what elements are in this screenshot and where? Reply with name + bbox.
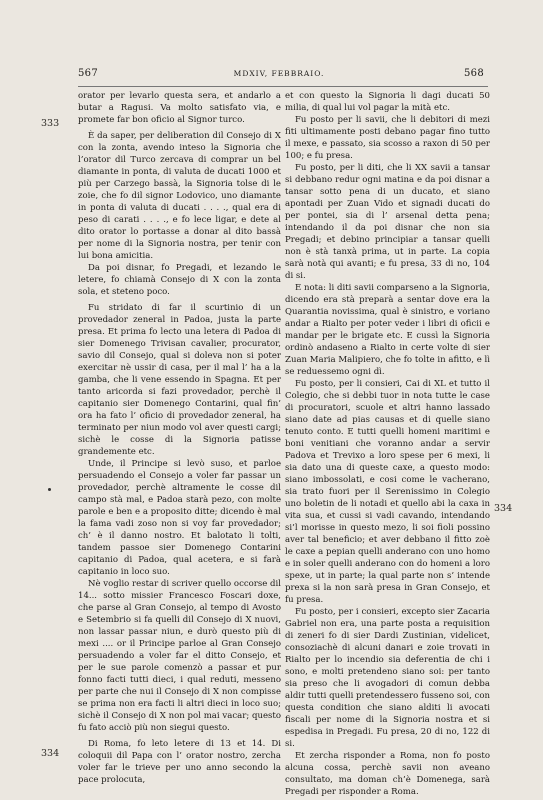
paragraph: Fu posto per li savii, che li debitori di mezi fiti ultimamente posti debano pagar fino tutto il mexe, e passato, sia scosso a raxon di 50 per 100; e fu presa. — [285, 115, 490, 161]
paragraph: Fu posto, per li consieri, Cai di XL et tutto il Colegio, che si debbi tuor in nota tutte le case di procuratori, scuole et altri hanno lassado siano date ad pias causas et di quelle siano tenuto conto. E tutti quelli homeni maritimi e boni venitiani che voranno andar a servir Padova et Trevixo a loro spese per 6 mexi, li sia dato una di queste caxe, a questo modo: siano imbossolati, e cosi come le vacherano, sia trato fuori per il Serenissimo in Colegio uno boletin de li notadi et quello abi la caxa in vita sua, et cussi si vadi cavando, intendando si’l morisse in questo mezo, li soi fioli possino aver tal beneficio; et aver debbano il fitto zoè le caxe a pepian quelli anderano con uno homo e in soler quelli anderano con do homeni a loro spexe, ut in parte; la qual parte non s’ intende prexa si la non sarà presa in Gran Consejo, et fu presa. — [285, 379, 490, 605]
margin-number-334-left: 334 — [41, 748, 60, 759]
page-header — [78, 68, 484, 82]
paragraph: E nota: li diti savii comparseno a la Signoria, dicendo era stà preparà a sentar dove era la Quarantia novissima, qual è sinistro, e voriano andar a Rialto per poter veder i libri di oficii e mandar per le brigate etc. E cussì la Signoria ordinò andaseno a Rialto in certe volte di sier Zuan Maria Malipiero, che fo tolte in afitto, e lì se reduessemo ogni dì. — [285, 283, 490, 377]
margin-number-334-right: 334 — [494, 503, 513, 514]
paragraph: Da poi disnar, fo Pregadi, et lezando le letere, fo chiamà Consejo di X con la zonta sola, et steteno poco. — [78, 263, 281, 297]
paragraph: Fu posto, per li diti, che li XX savii a tansar si debbano redur ogni matina e da poi disnar a tansar sotto pena di un ducato, et siano apontadi per Zuan Vido et signadi ducati do per pontei, sia di l’ arsenal detta pena; intendando il da poi disnar che non sia Pregadi; et debino principiar a tansar quelli non è stà tanxà prima, ut in parte. La copia sarà notà qui avanti; e fu presa, 33 di no, 104 di si. — [285, 163, 490, 281]
paragraph: Nè voglio restar di scriver quello occorse dil 14... sotto missier Francesco Foscari doxe, che parse al Gran Consejo, al tempo di Avosto e Setembrio si fa quelli dil Consejo di X nuovi, non lassar passar niun, e durò questo più di mexi .... or il Principe parloe al Gran Consejo persuadendo a voler far el ditto Consejo, et per le sue parole comenzò a passar et pur fonno facti tutti dieci, i qual reduti, messeno per parte che nui il Consejo di X non compisse se prima non era facti li altri dieci in loco suo; sichè il Consejo di X non pol mai vacar; questo fu fato acciò più non siegui questo. — [78, 579, 281, 733]
paragraph: orator per levarlo questa sera, et andarlo a butar a Ragusi. Va molto satisfato via, e promete far bon oficio al Signor turco. — [78, 91, 281, 125]
paragraph: et con questo la Signoria li dagi ducati 50 milia, di qual lui vol pagar la mità etc. — [285, 91, 490, 113]
margin-mark — [48, 488, 51, 491]
running-title: MDXIV, FEBBRAIO. — [233, 69, 325, 78]
left-column — [78, 90, 281, 786]
paragraph: È da saper, per deliberation dil Consejo di X con la zonta, avendo inteso la Signoria che l’orator dil Turco zercava di comprar un bel diamante in ponta, di valuta de ducati 1000 et più per Carzego bassà, la Signoria tolse di le zoie, che fo dil signor Lodovico, uno diamante in ponta di valuta di ducati . . . ., qual era di peso di carati . . . ., e fo lece ligar, e dete al dito orator lo portasse a donar al dito bassà per nome di la Signoria nostra, per tenir con lui bona amicitia. — [78, 131, 281, 261]
paragraph: Et zercha risponder a Roma, non fo posto alcuna cossa, perchè savii non aveano consultato, ma doman ch’è Domenega, sarà Pregadi per risponder a Roma. — [285, 751, 490, 797]
right-column — [285, 90, 490, 798]
page-number-right: 568 — [464, 68, 484, 79]
paragraph: Di Roma, fo leto letere di 13 et 14. Di coloquii dil Papa con l’ orator nostro, zercha voler far le trieve per uno anno secondo la pace prolocuta, — [78, 739, 281, 785]
paragraph: Fu stridato di far il scurtinio di un provedador zeneral in Padoa, justa la parte presa. Et prima fo lecto una letera di Padoa di sier Domenego Trivisan cavalier, procurator, savio dil Consejo, qual si doleva non si poter exercitar nè ussir di casa, per il mal l’ ha a la gamba, che li vene essendo in Spagna. Et per tanto aricorda si fazi provedador, perchè il capitanio sier Domenego Contarini, qual fin’ ora ha fato l’ oficio di provedador zeneral, ha terminato per niun modo vol aver questi cargi; sichè le cosse di la Signoria patisse grandemente etc. — [78, 303, 281, 457]
margin-number-333: 333 — [41, 118, 60, 129]
page-number-left: 567 — [78, 68, 98, 79]
paragraph: Unde, il Principe si levò suso, et parloe persuadendo el Consejo a voler far passar un provedador, perchè altramente le cosse dil campo stà mal, e Padoa starà pezo, con molte parole e ben e a proposito ditte; dicendo è mal la fama vadi zoso non si voy far provedador; ch’ è il danno nostro. Et balotato li tolti, tandem passoe sier Domenego Contarini capitanio di Padoa, qual acetera, e si farà capitanio in loco suo. — [78, 459, 281, 577]
header-rule — [78, 86, 488, 87]
paragraph: Fu posto, per i consieri, excepto sier Zacaria Gabriel non era, una parte posta a requisition di zeneri fo di sier Dardi Zustinian, videlicet, consoziachè di alcuni danari e zoie trovati in Rialto per lo incendio sia deferentia de chi i sono, e molti pretendeno siano soi: per tanto sia preso che li avogadori di comun debba aldir tutti quelli pretendessero fusseno soi, con questa condition che siano alditi li avocati fiscali per nome di la Signoria nostra et si espedisa in Pregadi. Fu presa, 20 di no, 122 di si. — [285, 607, 490, 749]
